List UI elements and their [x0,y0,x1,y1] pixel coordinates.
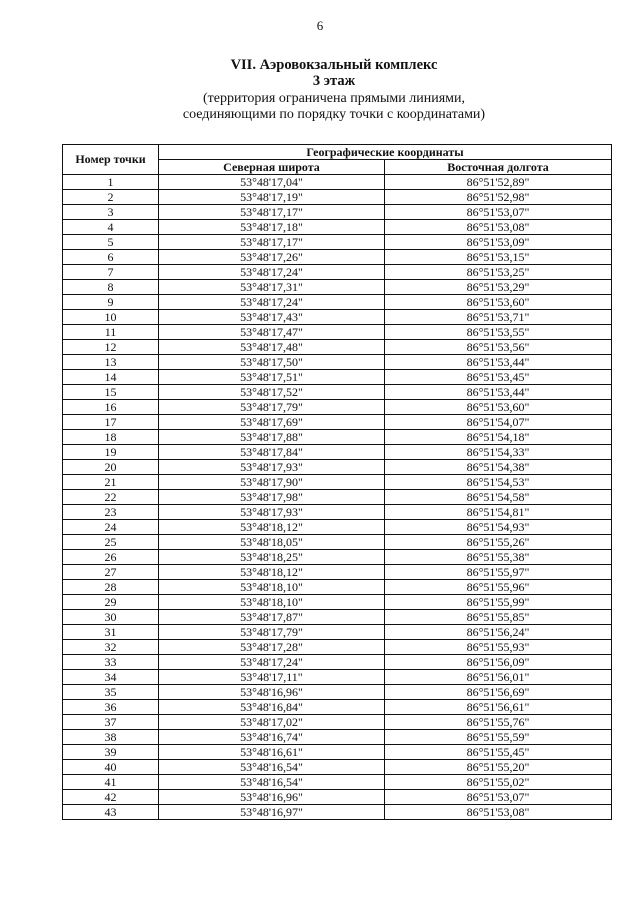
table-row [63,190,612,205]
cell-longitude: 86°51'54,33" [385,445,612,460]
cell-point-number: 1 [63,175,159,190]
cell-point-number: 23 [63,505,159,520]
cell-longitude: 86°51'55,85" [385,610,612,625]
table-row [63,325,612,340]
cell-point-number: 13 [63,355,159,370]
cell-longitude: 86°51'53,15" [385,250,612,265]
cell-longitude: 86°51'54,18" [385,430,612,445]
table-row [63,415,612,430]
cell-latitude: 53°48'17,87" [159,610,385,625]
table-row [63,355,612,370]
cell-point-number: 35 [63,685,159,700]
cell-latitude: 53°48'16,96" [159,790,385,805]
cell-latitude: 53°48'18,10" [159,580,385,595]
cell-latitude: 53°48'17,26" [159,250,385,265]
table-row [63,595,612,610]
cell-latitude: 53°48'16,61" [159,745,385,760]
cell-latitude: 53°48'17,17" [159,235,385,250]
cell-longitude: 86°51'54,38" [385,460,612,475]
table-row [63,265,612,280]
cell-point-number: 34 [63,670,159,685]
cell-longitude: 86°51'53,60" [385,400,612,415]
table-row [63,220,612,235]
cell-latitude: 53°48'16,84" [159,700,385,715]
cell-latitude: 53°48'17,79" [159,625,385,640]
table-row [63,565,612,580]
table-row [63,310,612,325]
cell-point-number: 16 [63,400,159,415]
cell-point-number: 6 [63,250,159,265]
cell-point-number: 15 [63,385,159,400]
cell-longitude: 86°51'55,76" [385,715,612,730]
table-row [63,505,612,520]
cell-longitude: 86°51'55,02" [385,775,612,790]
cell-point-number: 40 [63,760,159,775]
cell-longitude: 86°51'53,08" [385,220,612,235]
cell-longitude: 86°51'55,99" [385,595,612,610]
cell-longitude: 86°51'52,89" [385,175,612,190]
cell-point-number: 21 [63,475,159,490]
cell-longitude: 86°51'55,97" [385,565,612,580]
cell-latitude: 53°48'17,50" [159,355,385,370]
cell-point-number: 4 [63,220,159,235]
cell-latitude: 53°48'17,93" [159,460,385,475]
cell-latitude: 53°48'17,51" [159,370,385,385]
table-row [63,475,612,490]
cell-latitude: 53°48'16,97" [159,805,385,820]
table-row [63,685,612,700]
cell-latitude: 53°48'17,79" [159,400,385,415]
header-geo-coordinates: Географические координаты [159,145,612,160]
table-row [63,490,612,505]
cell-latitude: 53°48'17,31" [159,280,385,295]
cell-point-number: 17 [63,415,159,430]
cell-latitude: 53°48'17,24" [159,295,385,310]
cell-point-number: 5 [63,235,159,250]
header-north-latitude: Северная широта [159,160,385,175]
cell-latitude: 53°48'17,24" [159,265,385,280]
cell-latitude: 53°48'17,02" [159,715,385,730]
table-row [63,370,612,385]
cell-longitude: 86°51'53,09" [385,235,612,250]
cell-latitude: 53°48'18,25" [159,550,385,565]
cell-longitude: 86°51'54,93" [385,520,612,535]
cell-longitude: 86°51'54,58" [385,490,612,505]
cell-longitude: 86°51'53,08" [385,805,612,820]
document-subtitle [0,91,640,123]
cell-latitude: 53°48'18,12" [159,565,385,580]
cell-longitude: 86°51'56,01" [385,670,612,685]
cell-latitude: 53°48'17,48" [159,340,385,355]
cell-longitude: 86°51'55,38" [385,550,612,565]
table-row [63,430,612,445]
table-row [63,535,612,550]
cell-longitude: 86°51'55,45" [385,745,612,760]
cell-longitude: 86°51'52,98" [385,190,612,205]
table-row [63,235,612,250]
table-row [63,655,612,670]
cell-longitude: 86°51'53,44" [385,385,612,400]
cell-latitude: 53°48'17,52" [159,385,385,400]
cell-point-number: 39 [63,745,159,760]
cell-latitude: 53°48'17,84" [159,445,385,460]
table-row [63,340,612,355]
cell-point-number: 7 [63,265,159,280]
cell-latitude: 53°48'17,98" [159,490,385,505]
cell-point-number: 32 [63,640,159,655]
cell-point-number: 33 [63,655,159,670]
cell-longitude: 86°51'54,53" [385,475,612,490]
table-row [63,250,612,265]
table-row [63,775,612,790]
table-row [63,715,612,730]
cell-point-number: 14 [63,370,159,385]
cell-longitude: 86°51'56,61" [385,700,612,715]
cell-longitude: 86°51'53,29" [385,280,612,295]
cell-point-number: 10 [63,310,159,325]
cell-latitude: 53°48'17,47" [159,325,385,340]
table-row [63,550,612,565]
cell-point-number: 38 [63,730,159,745]
cell-point-number: 25 [63,535,159,550]
cell-latitude: 53°48'17,18" [159,220,385,235]
table-row [63,610,612,625]
cell-longitude: 86°51'54,81" [385,505,612,520]
cell-latitude: 53°48'17,90" [159,475,385,490]
cell-longitude: 86°51'53,55" [385,325,612,340]
cell-longitude: 86°51'54,07" [385,415,612,430]
cell-longitude: 86°51'53,07" [385,205,612,220]
table-row [63,520,612,535]
table-row [63,640,612,655]
cell-latitude: 53°48'16,74" [159,730,385,745]
cell-longitude: 86°51'55,59" [385,730,612,745]
cell-point-number: 26 [63,550,159,565]
cell-point-number: 3 [63,205,159,220]
table-row [63,400,612,415]
cell-point-number: 37 [63,715,159,730]
subtitle-line-1: (территория ограничена прямыми линиями, [202,91,466,106]
cell-latitude: 53°48'17,04" [159,175,385,190]
page-number: 6 [316,18,324,33]
cell-point-number: 19 [63,445,159,460]
cell-longitude: 86°51'55,96" [385,580,612,595]
cell-point-number: 42 [63,790,159,805]
cell-longitude: 86°51'55,93" [385,640,612,655]
table-row [63,295,612,310]
table-body [63,175,612,820]
cell-longitude: 86°51'55,26" [385,535,612,550]
cell-latitude: 53°48'16,96" [159,685,385,700]
header-east-longitude: Восточная долгота [385,160,612,175]
cell-longitude: 86°51'53,71" [385,310,612,325]
cell-latitude: 53°48'17,11" [159,670,385,685]
table-row [63,205,612,220]
table-row [63,280,612,295]
cell-point-number: 31 [63,625,159,640]
cell-longitude: 86°51'55,20" [385,760,612,775]
cell-longitude: 86°51'56,69" [385,685,612,700]
cell-latitude: 53°48'17,17" [159,205,385,220]
cell-point-number: 9 [63,295,159,310]
cell-point-number: 2 [63,190,159,205]
cell-latitude: 53°48'18,05" [159,535,385,550]
cell-latitude: 53°48'17,24" [159,655,385,670]
subtitle-line-2: соединяющими по порядку точки с координатами) [182,107,486,122]
cell-point-number: 12 [63,340,159,355]
table-row [63,445,612,460]
cell-latitude: 53°48'17,43" [159,310,385,325]
table-row [63,625,612,640]
cell-point-number: 20 [63,460,159,475]
cell-latitude: 53°48'17,93" [159,505,385,520]
cell-point-number: 28 [63,580,159,595]
cell-latitude: 53°48'18,10" [159,595,385,610]
cell-latitude: 53°48'17,69" [159,415,385,430]
table-row [63,385,612,400]
cell-longitude: 86°51'53,60" [385,295,612,310]
cell-point-number: 22 [63,490,159,505]
cell-longitude: 86°51'53,07" [385,790,612,805]
table-row [63,700,612,715]
cell-point-number: 24 [63,520,159,535]
coordinates-table [62,144,612,820]
cell-longitude: 86°51'53,45" [385,370,612,385]
cell-point-number: 36 [63,700,159,715]
table-row [63,790,612,805]
cell-longitude: 86°51'56,09" [385,655,612,670]
title-floor: 3 этаж [312,73,356,89]
table-row [63,745,612,760]
table-row [63,730,612,745]
cell-longitude: 86°51'56,24" [385,625,612,640]
cell-point-number: 11 [63,325,159,340]
table-row [63,670,612,685]
cell-point-number: 8 [63,280,159,295]
table-row [63,760,612,775]
table-row [63,580,612,595]
table-row [63,805,612,820]
header-point-number: Номер точки [63,145,159,175]
table-row [63,460,612,475]
cell-latitude: 53°48'17,19" [159,190,385,205]
cell-latitude: 53°48'16,54" [159,775,385,790]
cell-point-number: 43 [63,805,159,820]
cell-point-number: 30 [63,610,159,625]
cell-latitude: 53°48'17,28" [159,640,385,655]
cell-latitude: 53°48'16,54" [159,760,385,775]
document-title [0,57,640,89]
cell-point-number: 27 [63,565,159,580]
cell-longitude: 86°51'53,44" [385,355,612,370]
cell-latitude: 53°48'18,12" [159,520,385,535]
cell-longitude: 86°51'53,56" [385,340,612,355]
cell-point-number: 29 [63,595,159,610]
cell-point-number: 41 [63,775,159,790]
table-row [63,175,612,190]
title-section: VII. Аэровокзальный комплекс [230,57,438,73]
cell-point-number: 18 [63,430,159,445]
cell-longitude: 86°51'53,25" [385,265,612,280]
cell-latitude: 53°48'17,88" [159,430,385,445]
